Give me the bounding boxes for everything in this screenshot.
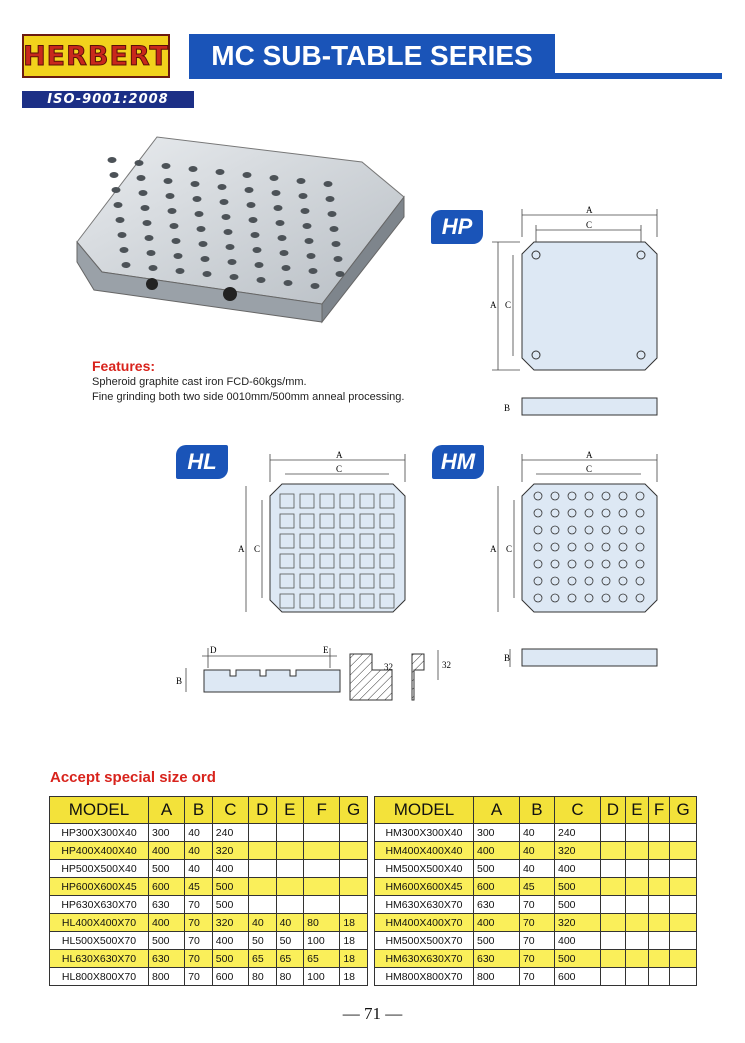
photo-hole [245, 187, 254, 193]
value-cell: 80 [248, 968, 276, 986]
photo-hole [311, 283, 320, 289]
table-row [50, 842, 368, 860]
value-cell [248, 824, 276, 842]
photo-hole [166, 193, 175, 199]
value-cell: 400 [212, 932, 248, 950]
value-cell [670, 914, 697, 932]
photo-hole [305, 238, 314, 244]
column-header: A [149, 797, 185, 824]
value-cell [648, 860, 669, 878]
photo-hole [195, 211, 204, 217]
photo-hole [334, 256, 343, 262]
value-cell [625, 914, 648, 932]
value-cell: 18 [340, 914, 368, 932]
value-cell: 600 [554, 968, 600, 986]
table-row [50, 860, 368, 878]
table-row [375, 932, 697, 950]
photo-hole [141, 205, 150, 211]
value-cell [248, 860, 276, 878]
value-cell [276, 842, 304, 860]
photo-hole [243, 172, 252, 178]
table-row [50, 932, 368, 950]
value-cell [304, 860, 340, 878]
hp-dim-c: C [586, 220, 593, 230]
photo-hole [270, 175, 279, 181]
photo-hole [197, 226, 206, 232]
table-row [375, 950, 697, 968]
value-cell [304, 842, 340, 860]
hl-dim-c: C [336, 464, 343, 474]
column-header: D [248, 797, 276, 824]
value-cell [625, 878, 648, 896]
hp-dim-b: B [504, 403, 511, 413]
photo-hole [324, 181, 333, 187]
value-cell [648, 896, 669, 914]
sub-table-product-photo [72, 122, 417, 332]
photo-hole [230, 274, 239, 280]
model-cell: HP630X630X70 [50, 896, 149, 914]
value-cell [276, 824, 304, 842]
hm-dim-c-vertical: C [506, 544, 513, 554]
value-cell: 65 [276, 950, 304, 968]
hm-dim-c: C [586, 464, 593, 474]
value-cell: 600 [474, 878, 520, 896]
value-cell: 40 [185, 860, 213, 878]
hm-dim-a-vertical: A [490, 544, 497, 554]
photo-hole [299, 193, 308, 199]
photo-hole [332, 241, 341, 247]
value-cell: 500 [554, 878, 600, 896]
column-header: D [600, 797, 625, 824]
value-cell [600, 914, 625, 932]
photo-hole [226, 244, 235, 250]
value-cell: 18 [340, 968, 368, 986]
value-cell: 630 [149, 950, 185, 968]
value-cell [600, 842, 625, 860]
value-cell: 100 [304, 968, 340, 986]
value-cell: 40 [185, 824, 213, 842]
hm-side-drawing [500, 645, 660, 670]
value-cell: 80 [304, 914, 340, 932]
value-cell [304, 896, 340, 914]
model-cell: HL500X500X70 [50, 932, 149, 950]
photo-hole [282, 265, 291, 271]
photo-hole [222, 214, 231, 220]
hm-dim-b: B [504, 653, 511, 663]
model-cell: HL800X800X70 [50, 968, 149, 986]
photo-hole [309, 268, 318, 274]
value-cell [340, 878, 368, 896]
value-cell: 800 [474, 968, 520, 986]
model-cell: HP400X400X40 [50, 842, 149, 860]
slot-width-label: 32 [384, 662, 393, 672]
photo-hole [162, 163, 171, 169]
value-cell [625, 824, 648, 842]
value-cell: 500 [149, 932, 185, 950]
photo-hole [220, 199, 229, 205]
value-cell: 70 [519, 950, 554, 968]
table-row [50, 878, 368, 896]
photo-hole [224, 229, 233, 235]
t-slot-detail-drawing [344, 630, 464, 702]
value-cell [648, 914, 669, 932]
hl-dim-a-vertical: A [238, 544, 245, 554]
column-header: G [340, 797, 368, 824]
photo-hole [203, 271, 212, 277]
iso-certification-badge: ISO-9001:2008 [22, 91, 194, 108]
value-cell: 65 [304, 950, 340, 968]
hp-dim-a-vertical: A [490, 300, 497, 310]
feature-line-2: Fine grinding both two side 0010mm/500mm anneal processing. [92, 391, 405, 403]
column-header: F [304, 797, 340, 824]
model-cell: HL630X630X70 [50, 950, 149, 968]
value-cell: 400 [149, 914, 185, 932]
value-cell [625, 968, 648, 986]
logo-text: HERBERT [23, 40, 169, 72]
value-cell: 18 [340, 950, 368, 968]
model-cell: HM630X630X70 [375, 896, 474, 914]
photo-hole [116, 217, 125, 223]
value-cell: 70 [519, 914, 554, 932]
value-cell: 70 [185, 896, 213, 914]
value-cell [600, 878, 625, 896]
table-row [50, 950, 368, 968]
value-cell: 500 [212, 896, 248, 914]
photo-hole [249, 217, 258, 223]
value-cell [648, 950, 669, 968]
value-cell: 500 [474, 860, 520, 878]
value-cell: 400 [149, 842, 185, 860]
photo-hole [328, 211, 337, 217]
value-cell: 300 [474, 824, 520, 842]
photo-hole [137, 175, 146, 181]
model-cell: HM800X800X70 [375, 968, 474, 986]
model-cell: HP600X600X45 [50, 878, 149, 896]
value-cell [670, 860, 697, 878]
column-header: MODEL [375, 797, 474, 824]
photo-hole [201, 256, 210, 262]
table-row [50, 896, 368, 914]
value-cell: 800 [149, 968, 185, 986]
photo-hole [170, 223, 179, 229]
value-cell: 400 [474, 914, 520, 932]
value-cell: 240 [212, 824, 248, 842]
value-cell [670, 896, 697, 914]
photo-hole [110, 172, 119, 178]
value-cell: 40 [519, 842, 554, 860]
value-cell: 50 [248, 932, 276, 950]
value-cell: 500 [212, 950, 248, 968]
value-cell [304, 878, 340, 896]
photo-hole [255, 262, 264, 268]
value-cell [248, 896, 276, 914]
value-cell [670, 950, 697, 968]
value-cell: 630 [474, 896, 520, 914]
hp-badge: HP [431, 210, 483, 244]
value-cell: 50 [276, 932, 304, 950]
column-header: B [519, 797, 554, 824]
value-cell [600, 896, 625, 914]
model-cell: HP300X300X40 [50, 824, 149, 842]
hl-dim-a: A [336, 450, 343, 460]
value-cell: 400 [474, 842, 520, 860]
value-cell [625, 932, 648, 950]
value-cell: 40 [276, 914, 304, 932]
table-row [50, 968, 368, 986]
column-header: MODEL [50, 797, 149, 824]
table-row [375, 878, 697, 896]
photo-hole [257, 277, 266, 283]
value-cell: 500 [554, 950, 600, 968]
photo-hole [108, 157, 117, 163]
hl-drawing [232, 448, 412, 618]
column-header: F [648, 797, 669, 824]
table-row [375, 860, 697, 878]
photo-hole [139, 190, 148, 196]
column-header: E [625, 797, 648, 824]
model-cell: HM500X500X70 [375, 932, 474, 950]
table-row [375, 896, 697, 914]
value-cell: 80 [276, 968, 304, 986]
value-cell: 40 [185, 842, 213, 860]
features-title: Features: [92, 358, 156, 374]
value-cell: 630 [149, 896, 185, 914]
photo-hole [326, 196, 335, 202]
table-row [375, 824, 697, 842]
value-cell: 65 [248, 950, 276, 968]
photo-hole [189, 166, 198, 172]
photo-hole [330, 226, 339, 232]
column-header: B [185, 797, 213, 824]
photo-hole [112, 187, 121, 193]
model-cell: HM400X400X40 [375, 842, 474, 860]
hp-dim-a: A [586, 205, 593, 215]
value-cell [600, 950, 625, 968]
value-cell: 400 [212, 860, 248, 878]
value-cell: 400 [554, 932, 600, 950]
value-cell [648, 932, 669, 950]
value-cell [276, 896, 304, 914]
accept-special-size-title: Accept special size ord [50, 769, 216, 786]
hm-drawing [486, 448, 661, 618]
value-cell: 240 [554, 824, 600, 842]
model-cell: HL400X400X70 [50, 914, 149, 932]
value-cell [340, 842, 368, 860]
photo-hole [199, 241, 208, 247]
value-cell: 18 [340, 932, 368, 950]
photo-hole [143, 220, 152, 226]
value-cell: 70 [185, 968, 213, 986]
value-cell [340, 860, 368, 878]
photo-hole [253, 247, 262, 253]
photo-hole [145, 235, 154, 241]
value-cell: 320 [554, 842, 600, 860]
hl-dim-c-vertical: C [254, 544, 261, 554]
value-cell [625, 860, 648, 878]
photo-hole [135, 160, 144, 166]
value-cell: 300 [149, 824, 185, 842]
photo-hole [228, 259, 237, 265]
photo-hole [280, 250, 289, 256]
photo-hole [191, 181, 200, 187]
value-cell: 70 [185, 914, 213, 932]
value-cell: 70 [185, 932, 213, 950]
photo-hole [307, 253, 316, 259]
value-cell [600, 968, 625, 986]
value-cell [600, 932, 625, 950]
model-cell: HP500X500X40 [50, 860, 149, 878]
value-cell [670, 878, 697, 896]
table-row [375, 914, 697, 932]
value-cell [625, 842, 648, 860]
value-cell: 40 [519, 860, 554, 878]
photo-hole [276, 220, 285, 226]
column-header: G [670, 797, 697, 824]
value-cell [340, 896, 368, 914]
value-cell: 500 [212, 878, 248, 896]
photo-hole [174, 253, 183, 259]
value-cell [248, 842, 276, 860]
value-cell [648, 842, 669, 860]
photo-hole [147, 250, 156, 256]
photo-hole [272, 190, 281, 196]
photo-hole [301, 208, 310, 214]
photo-hole [303, 223, 312, 229]
page-number: — 71 — [342, 1004, 403, 1023]
value-cell [600, 860, 625, 878]
value-cell: 320 [212, 842, 248, 860]
model-cell: HM400X400X70 [375, 914, 474, 932]
hl-dim-b: B [176, 676, 183, 686]
photo-hole [120, 247, 129, 253]
value-cell: 40 [248, 914, 276, 932]
photo-hole [172, 238, 181, 244]
hm-spec-table [374, 796, 697, 986]
value-cell [648, 968, 669, 986]
photo-hole [336, 271, 345, 277]
value-cell [670, 932, 697, 950]
hl-badge: HL [176, 445, 228, 479]
model-cell: HM300X300X40 [375, 824, 474, 842]
value-cell [276, 878, 304, 896]
value-cell [648, 824, 669, 842]
photo-hole [247, 202, 256, 208]
value-cell: 500 [474, 932, 520, 950]
hl-section-drawing [172, 640, 342, 712]
photo-hole [216, 169, 225, 175]
model-cell: HM600X600X45 [375, 878, 474, 896]
photo-hole [284, 280, 293, 286]
hp-drawing [486, 203, 661, 425]
table-row [375, 842, 697, 860]
model-cell: HM500X500X40 [375, 860, 474, 878]
value-cell [648, 878, 669, 896]
value-cell [670, 968, 697, 986]
value-cell [625, 950, 648, 968]
table-row [50, 824, 368, 842]
value-cell: 320 [554, 914, 600, 932]
value-cell: 630 [474, 950, 520, 968]
value-cell: 40 [519, 824, 554, 842]
herbert-logo [22, 34, 170, 78]
value-cell [276, 860, 304, 878]
value-cell: 45 [185, 878, 213, 896]
value-cell [340, 824, 368, 842]
hp-hl-spec-table [49, 796, 368, 986]
table-row [50, 914, 368, 932]
model-cell: HM630X630X70 [375, 950, 474, 968]
column-header: A [474, 797, 520, 824]
value-cell: 600 [212, 968, 248, 986]
photo-hole [118, 232, 127, 238]
page-title: MC SUB-TABLE SERIES [189, 34, 555, 78]
hm-dim-a: A [586, 450, 593, 460]
value-cell: 70 [185, 950, 213, 968]
value-cell: 100 [304, 932, 340, 950]
value-cell: 70 [519, 896, 554, 914]
photo-hole [168, 208, 177, 214]
value-cell: 600 [149, 878, 185, 896]
value-cell [670, 842, 697, 860]
photo-hole [274, 205, 283, 211]
photo-hole [149, 265, 158, 271]
photo-hole [251, 232, 260, 238]
photo-hole [176, 268, 185, 274]
value-cell [248, 878, 276, 896]
value-cell [304, 824, 340, 842]
value-cell: 500 [149, 860, 185, 878]
value-cell: 320 [212, 914, 248, 932]
hl-dim-d: D [210, 645, 217, 655]
photo-hole [297, 178, 306, 184]
value-cell [625, 896, 648, 914]
hm-badge: HM [432, 445, 484, 479]
column-header: E [276, 797, 304, 824]
column-header: C [554, 797, 600, 824]
slot-depth-label: 32 [442, 660, 451, 670]
photo-hole [122, 262, 131, 268]
value-cell: 70 [519, 968, 554, 986]
table-row [375, 968, 697, 986]
photo-hole [278, 235, 287, 241]
hl-dim-e: E [323, 645, 329, 655]
value-cell: 500 [554, 896, 600, 914]
value-cell [600, 824, 625, 842]
photo-hole [114, 202, 123, 208]
photo-hole [193, 196, 202, 202]
feature-line-1: Spheroid graphite cast iron FCD-60kgs/mm. [92, 376, 307, 388]
value-cell: 70 [519, 932, 554, 950]
value-cell: 45 [519, 878, 554, 896]
value-cell: 400 [554, 860, 600, 878]
column-header: C [212, 797, 248, 824]
hp-dim-c-vertical: C [505, 300, 512, 310]
photo-hole [164, 178, 173, 184]
value-cell [670, 824, 697, 842]
photo-hole [218, 184, 227, 190]
